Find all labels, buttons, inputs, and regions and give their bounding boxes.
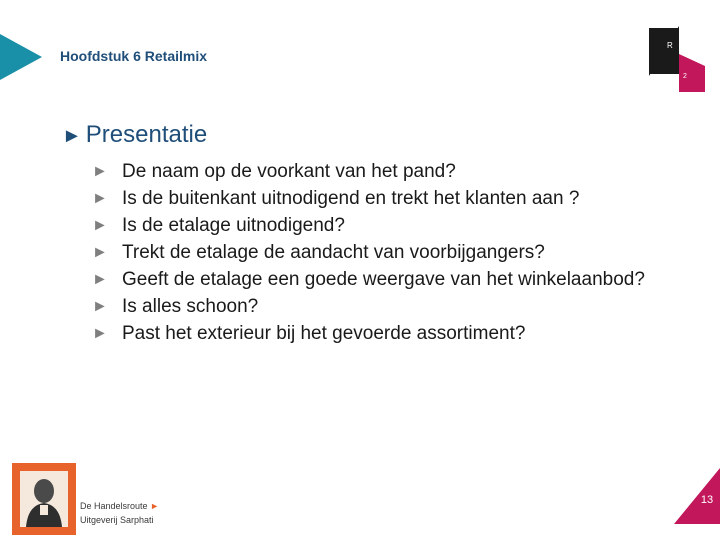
section-title-text: Presentatie bbox=[85, 121, 208, 148]
list-item bbox=[92, 293, 692, 320]
teal-corner-decoration bbox=[0, 34, 42, 80]
publisher-name: De Handelsroute bbox=[80, 501, 148, 511]
chapter-badge bbox=[645, 26, 709, 92]
bullet-list bbox=[92, 158, 692, 347]
list-item bbox=[92, 239, 692, 266]
list-item bbox=[92, 212, 692, 239]
chapter-title: Hoofdstuk 6 Retailmix bbox=[60, 48, 208, 64]
list-item bbox=[92, 158, 692, 185]
list-item-text: Is alles schoon? bbox=[122, 296, 259, 317]
publisher-subtitle: Uitgeverij Sarphati bbox=[80, 515, 154, 525]
bullet-arrow-icon: ► bbox=[92, 244, 108, 261]
list-item-text: Geeft de etalage een goede weergave van het winkelaanbod? bbox=[122, 269, 645, 290]
publisher-logo bbox=[12, 463, 76, 535]
badge-bottom-label: 2 bbox=[683, 73, 687, 80]
badge-top-label: R bbox=[667, 41, 673, 50]
bullet-arrow-icon: ► bbox=[92, 217, 108, 234]
page-number: 13 bbox=[700, 494, 714, 506]
publisher-arrow-icon: ► bbox=[150, 501, 159, 511]
bullet-arrow-icon: ► bbox=[92, 325, 108, 342]
list-item bbox=[92, 266, 692, 293]
bullet-arrow-icon: ► bbox=[92, 271, 108, 288]
list-item-text: De naam op de voorkant van het pand? bbox=[122, 161, 456, 182]
publisher-text bbox=[80, 499, 159, 527]
bullet-arrow-icon: ► bbox=[92, 163, 108, 180]
list-item bbox=[92, 185, 692, 212]
bullet-arrow-icon: ► bbox=[92, 298, 108, 315]
section-title bbox=[62, 121, 207, 149]
portrait-image bbox=[20, 471, 68, 527]
bullet-arrow-icon: ► bbox=[92, 190, 108, 207]
list-item bbox=[92, 320, 692, 347]
list-item-text: Is de etalage uitnodigend? bbox=[122, 215, 345, 236]
section-arrow-icon: ► bbox=[62, 125, 82, 147]
list-item-text: Past het exterieur bij het gevoerde assortiment? bbox=[122, 323, 526, 344]
list-item-text: Trekt de etalage de aandacht van voorbijgangers? bbox=[122, 242, 545, 263]
list-item-text: Is de buitenkant uitnodigend en trekt het klanten aan ? bbox=[122, 188, 580, 209]
portrait-icon bbox=[20, 471, 68, 527]
